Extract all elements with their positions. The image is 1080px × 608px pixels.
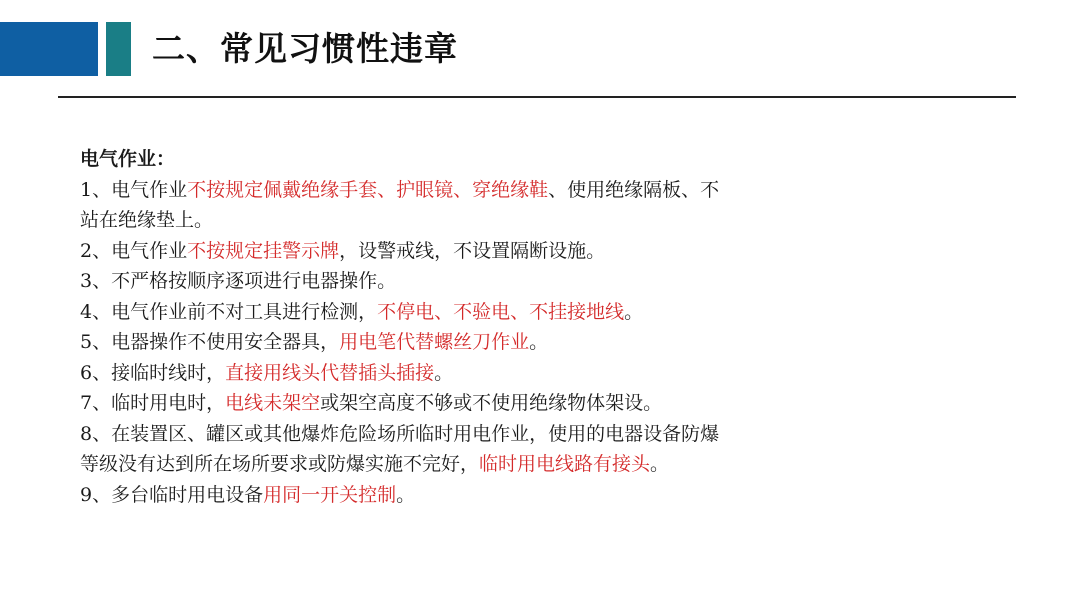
title-accent-block-blue (0, 22, 98, 76)
list-line (80, 297, 860, 328)
list-line (80, 266, 860, 297)
highlighted-text-segment: 用同一开关控制 (263, 483, 397, 506)
text-segment: 、使用绝缘隔板、不 (548, 178, 720, 201)
text-segment: 。 (529, 331, 549, 353)
list-line (80, 419, 860, 450)
list-line (80, 480, 860, 511)
text-segment: 5、电器操作不使用安全器具， (80, 331, 340, 353)
highlighted-text-segment: 直接用线头代替插头插接 (225, 361, 435, 384)
list-line (80, 205, 860, 236)
text-segment: 2、电气作业 (80, 239, 188, 262)
text-segment: 。 (624, 300, 644, 323)
highlighted-text-segment: 不停电、不验电、不挂接地线 (377, 300, 625, 323)
text-segment: 4、电气作业前不对工具进行检测， (80, 300, 378, 323)
highlighted-text-segment: 不按规定佩戴绝缘手套、护眼镜、穿绝缘鞋 (187, 178, 549, 201)
highlighted-text-segment: 电线未架空 (225, 392, 321, 414)
text-segment: 7、临时用电时， (80, 392, 226, 414)
list-line (80, 449, 860, 480)
section-heading: 电气作业： (80, 148, 176, 170)
text-segment: 1、电气作业 (80, 178, 188, 201)
list-line (80, 327, 860, 358)
text-segment: 站在绝缘垫上。 (80, 209, 214, 231)
text-segment: 等级没有达到所在场所要求或防爆实施不完好， (80, 453, 480, 475)
title-divider-line (58, 96, 1016, 98)
text-segment: ，设警戒线，不设置隔断设施。 (339, 239, 606, 262)
text-segment: 。 (650, 453, 670, 475)
list-line (80, 358, 860, 389)
text-segment: 或架空高度不够或不使用绝缘物体架设。 (320, 392, 663, 414)
violation-list (80, 175, 860, 511)
highlighted-text-segment: 临时用电线路有接头 (479, 453, 651, 475)
list-line (80, 236, 860, 267)
text-segment: 8、在装置区、罐区或其他爆炸危险场所临时用电作业，使用的电器设备防爆 (80, 422, 720, 445)
highlighted-text-segment: 不按规定挂警示牌 (187, 239, 340, 262)
text-segment: 9、多台临时用电设备 (80, 483, 264, 506)
text-segment: 。 (396, 483, 416, 506)
list-line (80, 388, 860, 419)
text-segment: 。 (434, 361, 454, 384)
slide-body (80, 144, 860, 510)
highlighted-text-segment: 用电笔代替螺丝刀作业 (339, 331, 530, 353)
text-segment: 3、不严格按顺序逐项进行电器操作。 (80, 270, 397, 292)
text-segment: 6、接临时线时， (80, 361, 226, 384)
title-accent-block-teal (106, 22, 131, 76)
list-line (80, 175, 860, 206)
slide-title: 二、常见习惯性违章 (152, 29, 458, 68)
